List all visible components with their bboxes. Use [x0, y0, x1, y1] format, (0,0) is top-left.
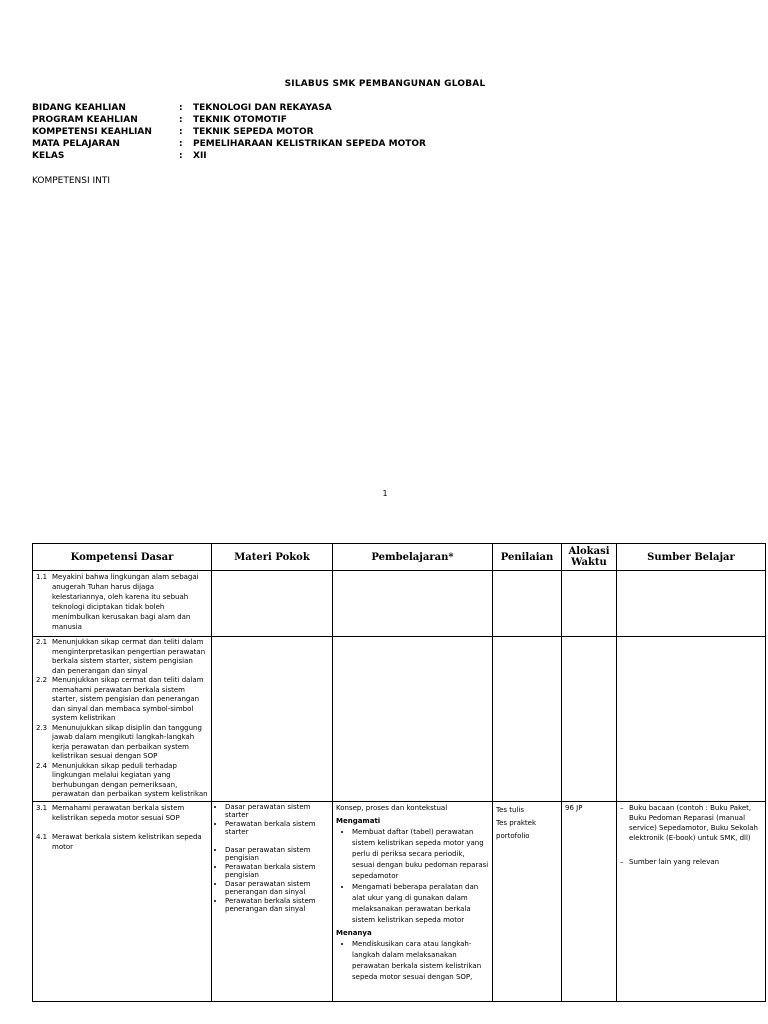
list-item: • Perawatan berkala sistem penerangan dan sinyal: [225, 897, 329, 914]
identity-row-bidang: [32, 102, 426, 114]
identity-value: XII: [193, 151, 207, 161]
kd-item: [36, 676, 208, 724]
kd-item: [36, 638, 208, 676]
identity-colon: :: [179, 139, 183, 149]
kd-item: [36, 803, 208, 823]
materi-list: [215, 846, 329, 914]
sumber-text: Buku bacaan (contoh : Buku Paket, Buku Pedoman Reparasi (manual service) Sepedamotor, Buku Sekolah elektronik (E-book) untuk SMK, dll): [629, 803, 758, 842]
list-item: • Dasar perawatan sistem pengisian: [225, 846, 329, 863]
identity-value: PEMELIHARAAN KELISTRIKAN SEPEDA MOTOR: [193, 139, 426, 149]
table-row: [33, 801, 766, 1001]
alokasi-cell: [562, 571, 617, 637]
table-header-row: [33, 544, 766, 571]
materi-cell: [212, 637, 333, 802]
identity-block: [32, 102, 426, 162]
header-alokasi-waktu: Alokasi Waktu: [562, 544, 617, 571]
kd-item: [36, 724, 208, 762]
kd-number: 4.1: [36, 832, 48, 841]
kd-number: 2.2: [36, 676, 48, 684]
list-item: • Membuat daftar (tabel) perawatan sistem kelistrikan sepeda motor yang perlu di periksa secara periodik, sesuai dengan buku pedoman reparasi sepedamotor: [352, 827, 489, 882]
kd-item: [36, 762, 208, 800]
kd-number: 2.4: [36, 761, 48, 770]
page-title: SILABUS SMK PEMBANGUNAN GLOBAL: [284, 79, 486, 89]
identity-value: TEKNIK OTOMOTIF: [193, 115, 287, 125]
pembelajaran-intro: Konsep, proses dan kontekstual: [336, 803, 448, 812]
pembelajaran-cell: [333, 801, 493, 1001]
menanya-heading: Menanya: [336, 928, 372, 937]
penilaian-cell: [493, 571, 562, 637]
penilaian-cell: [493, 637, 562, 802]
list-item: • Mengamati beberapa peralatan dan alat ukur yang di gunakan dalam melaksanakan perawatan berkala sistem kelistrikan sepeda motor: [352, 882, 489, 926]
header-pembelajaran: Pembelajaran*: [333, 544, 493, 571]
identity-row-program: [32, 114, 426, 126]
table-row: [33, 637, 766, 802]
kd-number: 2.3: [36, 723, 48, 732]
kompetensi-inti-heading: KOMPETENSI INTI: [32, 176, 111, 186]
alokasi-cell: [562, 637, 617, 802]
menanya-list: [336, 939, 489, 983]
dash-marker: –: [620, 803, 624, 812]
sumber-cell: [617, 637, 766, 802]
kd-text: Menunjukkan sikap cermat dan teliti dalam memahami perawatan berkala sistem starter, sistem pengisian dan penerangan dan sinyal dan membaca symbol-simbol system kelistrikan: [52, 676, 204, 722]
sumber-text: Sumber lain yang relevan: [629, 857, 720, 866]
identity-label: MATA PELAJARAN: [32, 139, 120, 149]
identity-label: KOMPETENSI KEAHLIAN: [32, 127, 152, 137]
kd-cell: [33, 637, 212, 802]
list-item: • Dasar perawatan sistem starter: [225, 803, 329, 820]
sumber-cell: [617, 571, 766, 637]
pembelajaran-cell: [333, 637, 493, 802]
mengamati-list: [336, 827, 489, 926]
identity-colon: :: [179, 151, 183, 161]
dash-marker: –: [620, 857, 624, 866]
kd-number: 2.1: [36, 638, 48, 646]
header-materi-pokok: Materi Pokok: [212, 544, 333, 571]
identity-label: KELAS: [32, 151, 65, 161]
kd-number: 3.1: [36, 803, 48, 812]
kd-cell: [33, 571, 212, 637]
identity-value: TEKNIK SEPEDA MOTOR: [193, 127, 314, 137]
kd-text: Memahami perawatan berkala sistem kelistrikan sepeda motor sesuai SOP: [52, 803, 185, 822]
list-item: • Perawatan berkala sistem starter: [225, 820, 329, 837]
kd-number: 1.1: [36, 573, 48, 581]
kd-item: [36, 832, 208, 852]
identity-colon: :: [179, 103, 183, 113]
kd-text: Meyakini bahwa lingkungan alam sebagai anugerah Tuhan harus dijaga kelestariannya, oleh karena itu sebuah teknologi diciptakan tidak boleh menimbulkan kerusakan bagi alam dan manusia: [52, 573, 199, 631]
kd-cell: [33, 801, 212, 1001]
sumber-item: [620, 803, 762, 843]
list-item: • Mendiskusikan cara atau langkah-langkah dalam melaksanakan perawatan berkala sistem kelistrikan sepeda motor sesuai dengan SOP,: [352, 939, 489, 983]
header-sumber-belajar: Sumber Belajar: [617, 544, 766, 571]
list-item: • Dasar perawatan sistem penerangan dan sinyal: [225, 880, 329, 897]
pembelajaran-cell: [333, 571, 493, 637]
list-item: • Perawatan berkala sistem pengisian: [225, 863, 329, 880]
materi-cell: [212, 571, 333, 637]
page-number: 1: [382, 489, 388, 498]
kd-item: [36, 572, 208, 632]
identity-value: TEKNOLOGI DAN REKAYASA: [193, 103, 332, 113]
identity-label: PROGRAM KEAHLIAN: [32, 115, 138, 125]
identity-row-kelas: [32, 150, 426, 162]
alokasi-cell: 96 JP: [562, 801, 617, 1001]
penilaian-item: Tes tulis: [496, 805, 524, 814]
materi-list: [215, 803, 329, 837]
identity-row-kompetensi: [32, 126, 426, 138]
identity-row-mapel: [32, 138, 426, 150]
materi-cell: [212, 801, 333, 1001]
identity-colon: :: [179, 127, 183, 137]
kd-text: Menunjukkan sikap peduli terhadap lingkungan melalui kegiatan yang berhubungan dengan pemeriksaan, perawatan dan perbaikan system kelistrikan: [52, 761, 208, 798]
sumber-cell: [617, 801, 766, 1001]
mengamati-heading: Mengamati: [336, 816, 381, 825]
identity-label: BIDANG KEAHLIAN: [32, 103, 126, 113]
sumber-item: [620, 857, 762, 867]
header-kompetensi-dasar: Kompetensi Dasar: [33, 544, 212, 571]
penilaian-item: portofolio: [496, 831, 530, 840]
kd-text: Menunjukkan sikap cermat dan teliti dalam menginterpretasikan pengertian perawatan berkala sistem starter, sistem pengisian dan penerangan dan sinyal: [52, 638, 206, 675]
identity-colon: :: [179, 115, 183, 125]
kd-text: Menunujukkan sikap disiplin dan tanggung jawab dalam mengikuti langkah-langkah kerja perawatan dan perbaikan system kelistrikan sesuai dengan SOP: [52, 723, 202, 760]
penilaian-cell: [493, 801, 562, 1001]
header-penilaian: Penilaian: [493, 544, 562, 571]
kd-text: Merawat berkala sistem kelistrikan sepeda motor: [52, 832, 202, 851]
syllabus-table: [32, 543, 766, 1002]
penilaian-item: Tes praktek: [496, 818, 537, 827]
table-row: [33, 571, 766, 637]
